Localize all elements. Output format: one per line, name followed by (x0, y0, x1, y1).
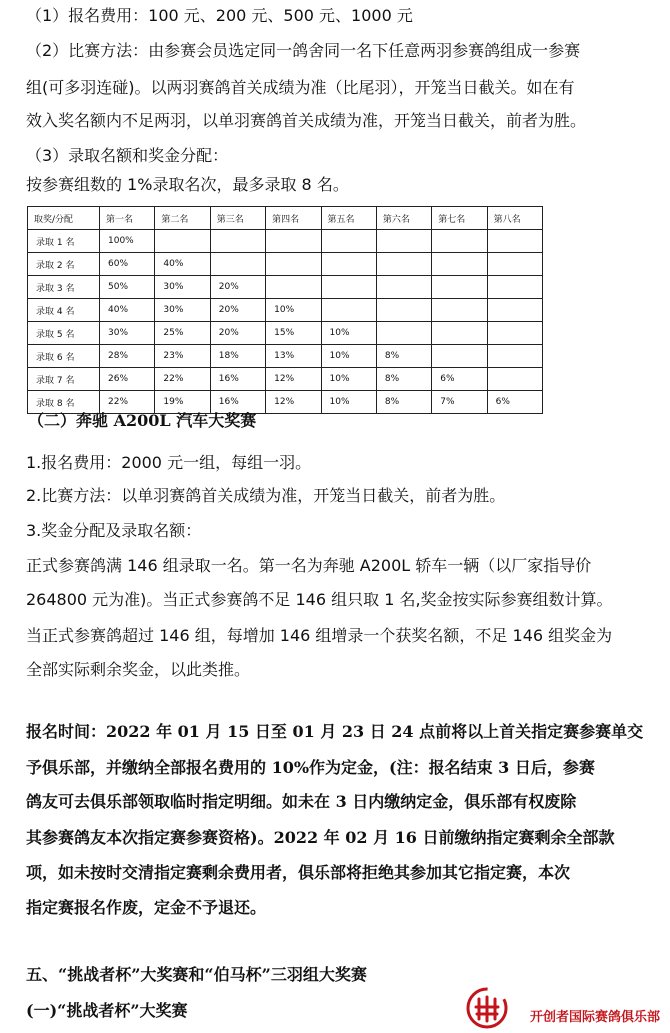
table-row (28, 322, 543, 345)
percentage-cell (487, 276, 542, 299)
club-seal-icon (466, 987, 508, 1029)
percentage-cell (321, 230, 376, 253)
table-row (28, 368, 543, 391)
percentage-cell (487, 253, 542, 276)
row-label-cell: 录取 6 名 (28, 345, 100, 368)
section-5-title: 五、“挑战者杯”大奖赛和“伯马杯”三羽组大奖赛 (26, 965, 367, 984)
percentage-cell (432, 253, 487, 276)
fee-line: （1）报名费用：100 元、200 元、500 元、1000 元 (26, 6, 413, 25)
percentage-cell: 22% (155, 368, 210, 391)
percentage-cell: 13% (266, 345, 321, 368)
percentage-cell (266, 230, 321, 253)
percentage-cell (321, 276, 376, 299)
registration-line-1: 报名时间：2022 年 01 月 15 日至 01 月 23 日 24 点前将以上首关指定赛参赛单交 (26, 722, 644, 741)
table-row (28, 299, 543, 322)
prize-distribution-table (27, 206, 543, 414)
percentage-cell: 10% (266, 299, 321, 322)
percentage-cell (376, 299, 431, 322)
percentage-cell (432, 299, 487, 322)
percentage-cell: 18% (210, 345, 265, 368)
row-label-cell: 录取 7 名 (28, 368, 100, 391)
table-row (28, 253, 543, 276)
registration-line-4: 其参赛鸽友本次指定赛参赛资格)。2022 年 02 月 16 日前缴纳指定赛剩余全部款 (26, 828, 615, 847)
table-header: 第六名 (376, 207, 431, 230)
section-2-title: （二）奔驰 A200L 汽车大奖赛 (28, 411, 257, 430)
percentage-cell (321, 299, 376, 322)
section-2-text-4: 全部实际剩余奖金，以此类推。 (26, 660, 251, 679)
percentage-cell: 20% (210, 276, 265, 299)
row-label-cell: 录取 5 名 (28, 322, 100, 345)
percentage-cell: 20% (210, 322, 265, 345)
percentage-cell: 50% (100, 276, 155, 299)
quota-heading: （3）录取名额和奖金分配： (26, 146, 229, 165)
table-header: 第一名 (100, 207, 155, 230)
row-label-cell: 录取 1 名 (28, 230, 100, 253)
row-label-cell: 录取 8 名 (28, 391, 100, 414)
table-row (28, 230, 543, 253)
percentage-cell: 10% (321, 322, 376, 345)
percentage-cell: 12% (266, 368, 321, 391)
percentage-cell: 8% (376, 391, 431, 414)
percentage-cell: 40% (155, 253, 210, 276)
table-header: 第三名 (210, 207, 265, 230)
percentage-cell: 15% (266, 322, 321, 345)
percentage-cell: 40% (100, 299, 155, 322)
percentage-cell: 6% (432, 368, 487, 391)
percentage-cell (487, 368, 542, 391)
percentage-cell: 19% (155, 391, 210, 414)
section-2-text-3: 当正式参赛鸽超过 146 组，每增加 146 组增录一个获奖名额，不足 146 组奖金为 (26, 626, 613, 645)
percentage-cell (376, 322, 431, 345)
percentage-cell: 23% (155, 345, 210, 368)
percentage-cell (155, 230, 210, 253)
table-header: 第四名 (266, 207, 321, 230)
percentage-cell (487, 299, 542, 322)
section-2-text-2: 264800 元为准)。当正式参赛鸽不足 146 组只取 1 名,奖金按实际参赛组数计算。 (26, 590, 613, 609)
row-label-cell: 录取 2 名 (28, 253, 100, 276)
registration-line-6: 指定赛报名作废，定金不予退还。 (26, 898, 267, 917)
section-2-prize-heading: 3.奖金分配及录取名额： (26, 521, 202, 540)
percentage-cell (266, 253, 321, 276)
table-header: 第七名 (432, 207, 487, 230)
percentage-cell: 30% (100, 322, 155, 345)
row-label-cell: 录取 3 名 (28, 276, 100, 299)
method-line-3: 效入奖名额内不足两羽，以单羽赛鸽首关成绩为准，开笼当日截关，前者为胜。 (26, 111, 587, 130)
percentage-cell (321, 253, 376, 276)
percentage-cell (487, 230, 542, 253)
percentage-cell: 8% (376, 345, 431, 368)
percentage-cell: 10% (321, 391, 376, 414)
percentage-cell: 30% (155, 276, 210, 299)
percentage-cell: 16% (210, 368, 265, 391)
percentage-cell: 16% (210, 391, 265, 414)
percentage-cell: 12% (266, 391, 321, 414)
percentage-cell (432, 345, 487, 368)
percentage-cell: 7% (432, 391, 487, 414)
percentage-cell (487, 345, 542, 368)
percentage-cell: 28% (100, 345, 155, 368)
percentage-cell (432, 322, 487, 345)
registration-line-3: 鸽友可去俱乐部领取临时指定明细。如未在 3 日内缴纳定金，俱乐部有权废除 (26, 792, 577, 811)
registration-line-2: 予俱乐部，并缴纳全部报名费用的 10%作为定金，(注：报名结束 3 日后，参赛 (26, 758, 595, 777)
percentage-cell (210, 230, 265, 253)
method-line-2: 组(可多羽连碰)。以两羽赛鸽首关成绩为准（比尾羽），开笼当日截关。如在有 (26, 78, 575, 97)
row-label-cell: 录取 4 名 (28, 299, 100, 322)
quota-line: 按参赛组数的 1%录取名次，最多录取 8 名。 (26, 175, 349, 194)
percentage-cell: 10% (321, 345, 376, 368)
percentage-cell: 26% (100, 368, 155, 391)
section-2-fee: 1.报名费用：2000 元一组，每组一羽。 (26, 453, 312, 472)
percentage-cell: 25% (155, 322, 210, 345)
percentage-cell: 22% (100, 391, 155, 414)
table-row (28, 345, 543, 368)
table-header: 第二名 (155, 207, 210, 230)
percentage-cell (376, 230, 431, 253)
method-line-1: （2）比赛方法：由参赛会员选定同一鸽舍同一名下任意两羽参赛鸽组成一参赛 (26, 41, 581, 60)
percentage-cell (376, 276, 431, 299)
percentage-cell (210, 253, 265, 276)
table-header: 第八名 (487, 207, 542, 230)
section-2-text-1: 正式参赛鸽满 146 组录取一名。第一名为奔驰 A200L 轿车一辆（以厂家指导价 (26, 556, 592, 575)
percentage-cell: 60% (100, 253, 155, 276)
percentage-cell: 10% (321, 368, 376, 391)
percentage-cell (487, 322, 542, 345)
section-2-method: 2.比赛方法：以单羽赛鸽首关成绩为准，开笼当日截关，前者为胜。 (26, 486, 506, 505)
section-5-subtitle: (一)“挑战者杯”大奖赛 (26, 1001, 188, 1020)
percentage-cell: 8% (376, 368, 431, 391)
table-header: 第五名 (321, 207, 376, 230)
percentage-cell: 20% (210, 299, 265, 322)
club-name-watermark: 开创者国际赛鸽俱乐部 (530, 1010, 661, 1025)
percentage-cell: 30% (155, 299, 210, 322)
table-body (28, 230, 543, 414)
percentage-cell: 6% (487, 391, 542, 414)
percentage-cell (432, 230, 487, 253)
registration-line-5: 项，如未按时交清指定赛剩余费用者，俱乐部将拒绝其参加其它指定赛，本次 (26, 863, 571, 882)
percentage-cell (376, 253, 431, 276)
percentage-cell (266, 276, 321, 299)
percentage-cell: 100% (100, 230, 155, 253)
table-row (28, 276, 543, 299)
table-header: 取奖/分配 (28, 207, 100, 230)
table-header-row (28, 207, 543, 230)
percentage-cell (432, 276, 487, 299)
